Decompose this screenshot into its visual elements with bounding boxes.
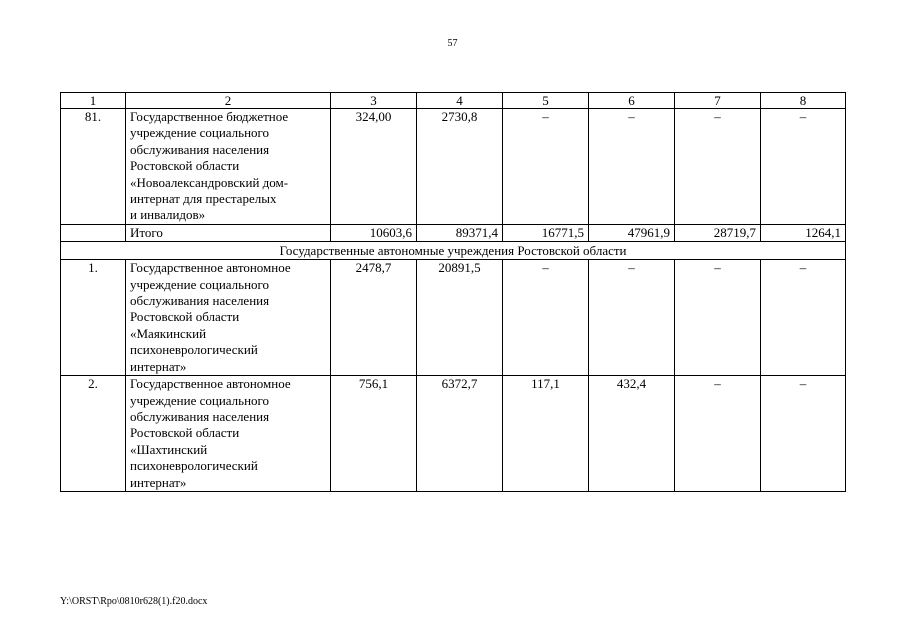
value-cell: 324,00 xyxy=(331,109,417,225)
name-line: обслуживания населения xyxy=(130,293,270,309)
section-row xyxy=(61,242,846,260)
value-cell: – xyxy=(675,260,761,376)
total-value: 47961,9 xyxy=(589,224,675,241)
row-number: 2. xyxy=(61,376,126,492)
value-cell: 2478,7 xyxy=(331,260,417,376)
table-header-row xyxy=(61,93,846,109)
row-number: 1. xyxy=(61,260,126,376)
name-line: Ростовской области xyxy=(130,158,240,174)
value-cell: – xyxy=(503,260,589,376)
name-line: психоневрологический xyxy=(130,342,258,358)
header-cell: 4 xyxy=(417,93,503,109)
value-cell: 756,1 xyxy=(331,376,417,492)
header-cell: 7 xyxy=(675,93,761,109)
name-line: Государственное автономное xyxy=(130,376,291,392)
name-line: «Шахтинский xyxy=(130,441,208,457)
value-cell: – xyxy=(589,260,675,376)
value-cell: 6372,7 xyxy=(417,376,503,492)
value-cell: – xyxy=(675,376,761,492)
table-row xyxy=(61,109,846,225)
page-number: 57 xyxy=(447,38,458,49)
name-line: интернат» xyxy=(130,474,187,490)
value-cell: – xyxy=(675,109,761,225)
total-value: 16771,5 xyxy=(503,224,589,241)
total-value: 28719,7 xyxy=(675,224,761,241)
value-cell: – xyxy=(761,109,846,225)
institution-name xyxy=(126,109,331,225)
file-path-footer: Y:\ORST\Rpo\0810r628(1).f20.docx xyxy=(60,596,208,607)
name-line: психоневрологический xyxy=(130,458,258,474)
value-cell: – xyxy=(503,109,589,225)
header-cell: 6 xyxy=(589,93,675,109)
empty-cell xyxy=(61,224,126,241)
data-table xyxy=(60,92,846,492)
total-row xyxy=(61,224,846,241)
institution-name xyxy=(126,376,331,492)
section-title: Государственные автономные учреждения Ростовской области xyxy=(61,242,846,260)
value-cell: 2730,8 xyxy=(417,109,503,225)
value-cell: 117,1 xyxy=(503,376,589,492)
header-cell: 3 xyxy=(331,93,417,109)
name-line: обслуживания населения xyxy=(130,141,270,157)
total-value: 89371,4 xyxy=(417,224,503,241)
total-value: 10603,6 xyxy=(331,224,417,241)
header-cell: 2 xyxy=(126,93,331,109)
name-line: и инвалидов» xyxy=(130,207,206,223)
name-line: Государственное бюджетное xyxy=(130,109,289,124)
name-line: «Маякинский xyxy=(130,325,207,341)
row-number: 81. xyxy=(61,109,126,225)
name-line: интернат для престарелых xyxy=(130,191,277,207)
value-cell: – xyxy=(761,260,846,376)
name-line: «Новоалександровский дом- xyxy=(130,174,289,190)
name-line: учреждение социального xyxy=(130,276,270,292)
table-row xyxy=(61,260,846,376)
header-cell: 1 xyxy=(61,93,126,109)
table-row xyxy=(61,376,846,492)
header-cell: 5 xyxy=(503,93,589,109)
total-value: 1264,1 xyxy=(761,224,846,241)
value-cell: 432,4 xyxy=(589,376,675,492)
name-line: интернат» xyxy=(130,358,187,374)
header-cell: 8 xyxy=(761,93,846,109)
institution-name xyxy=(126,260,331,376)
name-line: Ростовской области xyxy=(130,309,240,325)
name-line: обслуживания населения xyxy=(130,408,270,424)
name-line: Ростовской области xyxy=(130,425,240,441)
name-line: учреждение социального xyxy=(130,392,270,408)
value-cell: – xyxy=(589,109,675,225)
value-cell: 20891,5 xyxy=(417,260,503,376)
name-line: учреждение социального xyxy=(130,125,270,141)
value-cell: – xyxy=(761,376,846,492)
name-line: Государственное автономное xyxy=(130,260,291,276)
total-label: Итого xyxy=(126,224,331,241)
